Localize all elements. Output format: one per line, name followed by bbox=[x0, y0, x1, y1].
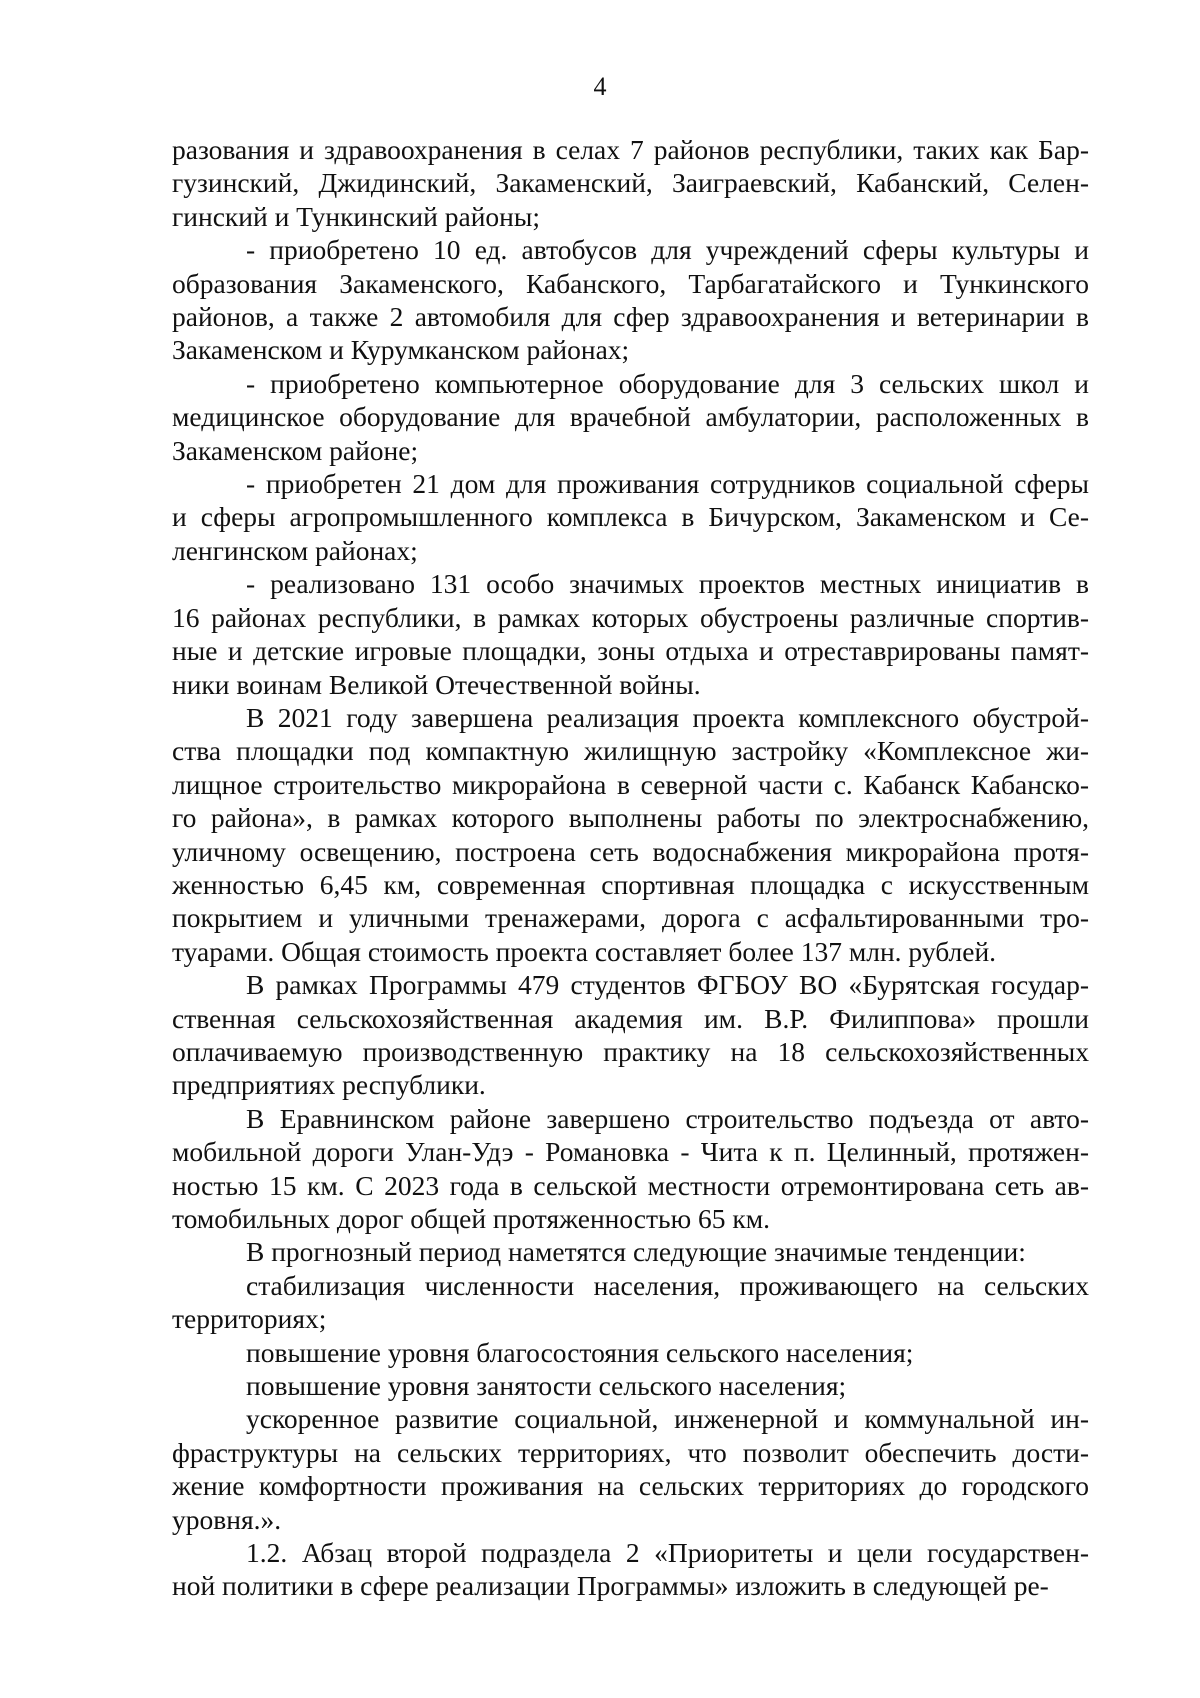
text-line: ускоренное развитие социальной, инженерной и коммунальной ин- bbox=[246, 1403, 1089, 1435]
text-line: ные и детские игровые площадки, зоны отдыха и отреставрированы памят- bbox=[172, 635, 1089, 667]
text-line: мобильной дороги Улан-Удэ - Романовка - Чита к п. Целинный, протяжен- bbox=[172, 1136, 1089, 1168]
text-line: ленгинском районах; bbox=[172, 534, 418, 566]
text-line: ной политики в сфере реализации Программы» изложить в следующей ре- bbox=[172, 1570, 1049, 1602]
text-line: территориях; bbox=[172, 1303, 327, 1335]
text-line: ностью 15 км. С 2023 года в сельской местности отремонтирована сеть ав- bbox=[172, 1169, 1089, 1201]
text-line: го района», в рамках которого выполнены работы по электроснабжению, bbox=[172, 802, 1089, 834]
text-line: покрытием и уличными тренажерами, дорога с асфальтированными тро- bbox=[172, 902, 1089, 934]
text-line: Закаменском и Курумканском районах; bbox=[172, 334, 630, 366]
text-line: женностью 6,45 км, современная спортивная площадка с искусственным bbox=[172, 868, 1089, 900]
text-line: районов, а также 2 автомобиля для сфер здравоохранения и ветеринарии в bbox=[172, 301, 1089, 333]
text-line: В рамках Программы 479 студентов ФГБОУ ВО «Бурятская государ- bbox=[246, 969, 1089, 1001]
text-line: жение комфортности проживания на сельских территориях до городского bbox=[172, 1470, 1089, 1502]
text-line: медицинское оборудование для врачебной амбулатории, расположенных в bbox=[172, 401, 1089, 433]
page-number: 4 bbox=[593, 72, 607, 101]
document-body bbox=[172, 133, 1089, 1603]
text-line: лищное строительство микрорайона в северной части с. Кабанск Кабанско- bbox=[172, 768, 1089, 800]
text-line: томобильных дорог общей протяженностью 65 км. bbox=[172, 1203, 771, 1234]
text-line: фраструктуры на сельских территориях, что позволит обеспечить дости- bbox=[172, 1436, 1089, 1468]
text-line: В прогнозный период наметятся следующие значимые тенденции: bbox=[246, 1236, 1026, 1268]
text-line: 1.2. Абзац второй подраздела 2 «Приоритеты и цели государствен- bbox=[246, 1537, 1089, 1569]
text-line: повышение уровня занятости сельского населения; bbox=[246, 1370, 847, 1402]
text-line: разования и здравоохранения в селах 7 районов республики, таких как Бар- bbox=[172, 134, 1089, 165]
text-line: - приобретено 10 ед. автобусов для учреждений сферы культуры и bbox=[246, 234, 1089, 266]
text-line: уличному освещению, построена сеть водоснабжения микрорайона протя- bbox=[172, 835, 1089, 867]
text-line: образования Закаменского, Кабанского, Тарбагатайского и Тункинского bbox=[172, 267, 1089, 299]
text-line: гинский и Тункинский районы; bbox=[172, 200, 541, 232]
text-line: В 2021 году завершена реализация проекта комплексного обустрой- bbox=[246, 701, 1089, 733]
text-line: ственная сельскохозяйственная академия им. В.Р. Филиппова» прошли bbox=[172, 1002, 1089, 1034]
text-line: В Еравнинском районе завершено строительство подъезда от авто- bbox=[246, 1102, 1089, 1134]
text-line: предприятиях республики. bbox=[172, 1069, 486, 1101]
text-line: повышение уровня благосостояния сельского населения; bbox=[246, 1336, 914, 1368]
text-line: оплачиваемую производственную практику на 18 сельскохозяйственных bbox=[172, 1035, 1089, 1067]
text-line: гузинский, Джидинский, Закаменский, Заиграевский, Кабанский, Селен- bbox=[172, 167, 1089, 199]
text-line: 16 районах республики, в рамках которых обустроены различные спортив- bbox=[172, 601, 1089, 633]
text-line: - реализовано 131 особо значимых проектов местных инициатив в bbox=[246, 568, 1089, 600]
text-line: стабилизация численности населения, проживающего на сельских bbox=[246, 1269, 1089, 1301]
text-line: и сферы агропромышленного комплекса в Бичурском, Закаменском и Се- bbox=[172, 501, 1089, 533]
text-line: ства площадки под компактную жилищную застройку «Комплексное жи- bbox=[172, 735, 1089, 767]
text-line: Закаменском районе; bbox=[172, 434, 419, 466]
text-line: туарами. Общая стоимость проекта составляет более 137 млн. рублей. bbox=[172, 935, 997, 967]
text-line: - приобретено компьютерное оборудование для 3 сельских школ и bbox=[246, 367, 1089, 399]
text-line: уровня.». bbox=[172, 1503, 282, 1535]
text-line: ники воинам Великой Отечественной войны. bbox=[172, 668, 701, 700]
text-line: - приобретен 21 дом для проживания сотрудников социальной сферы bbox=[246, 468, 1089, 500]
